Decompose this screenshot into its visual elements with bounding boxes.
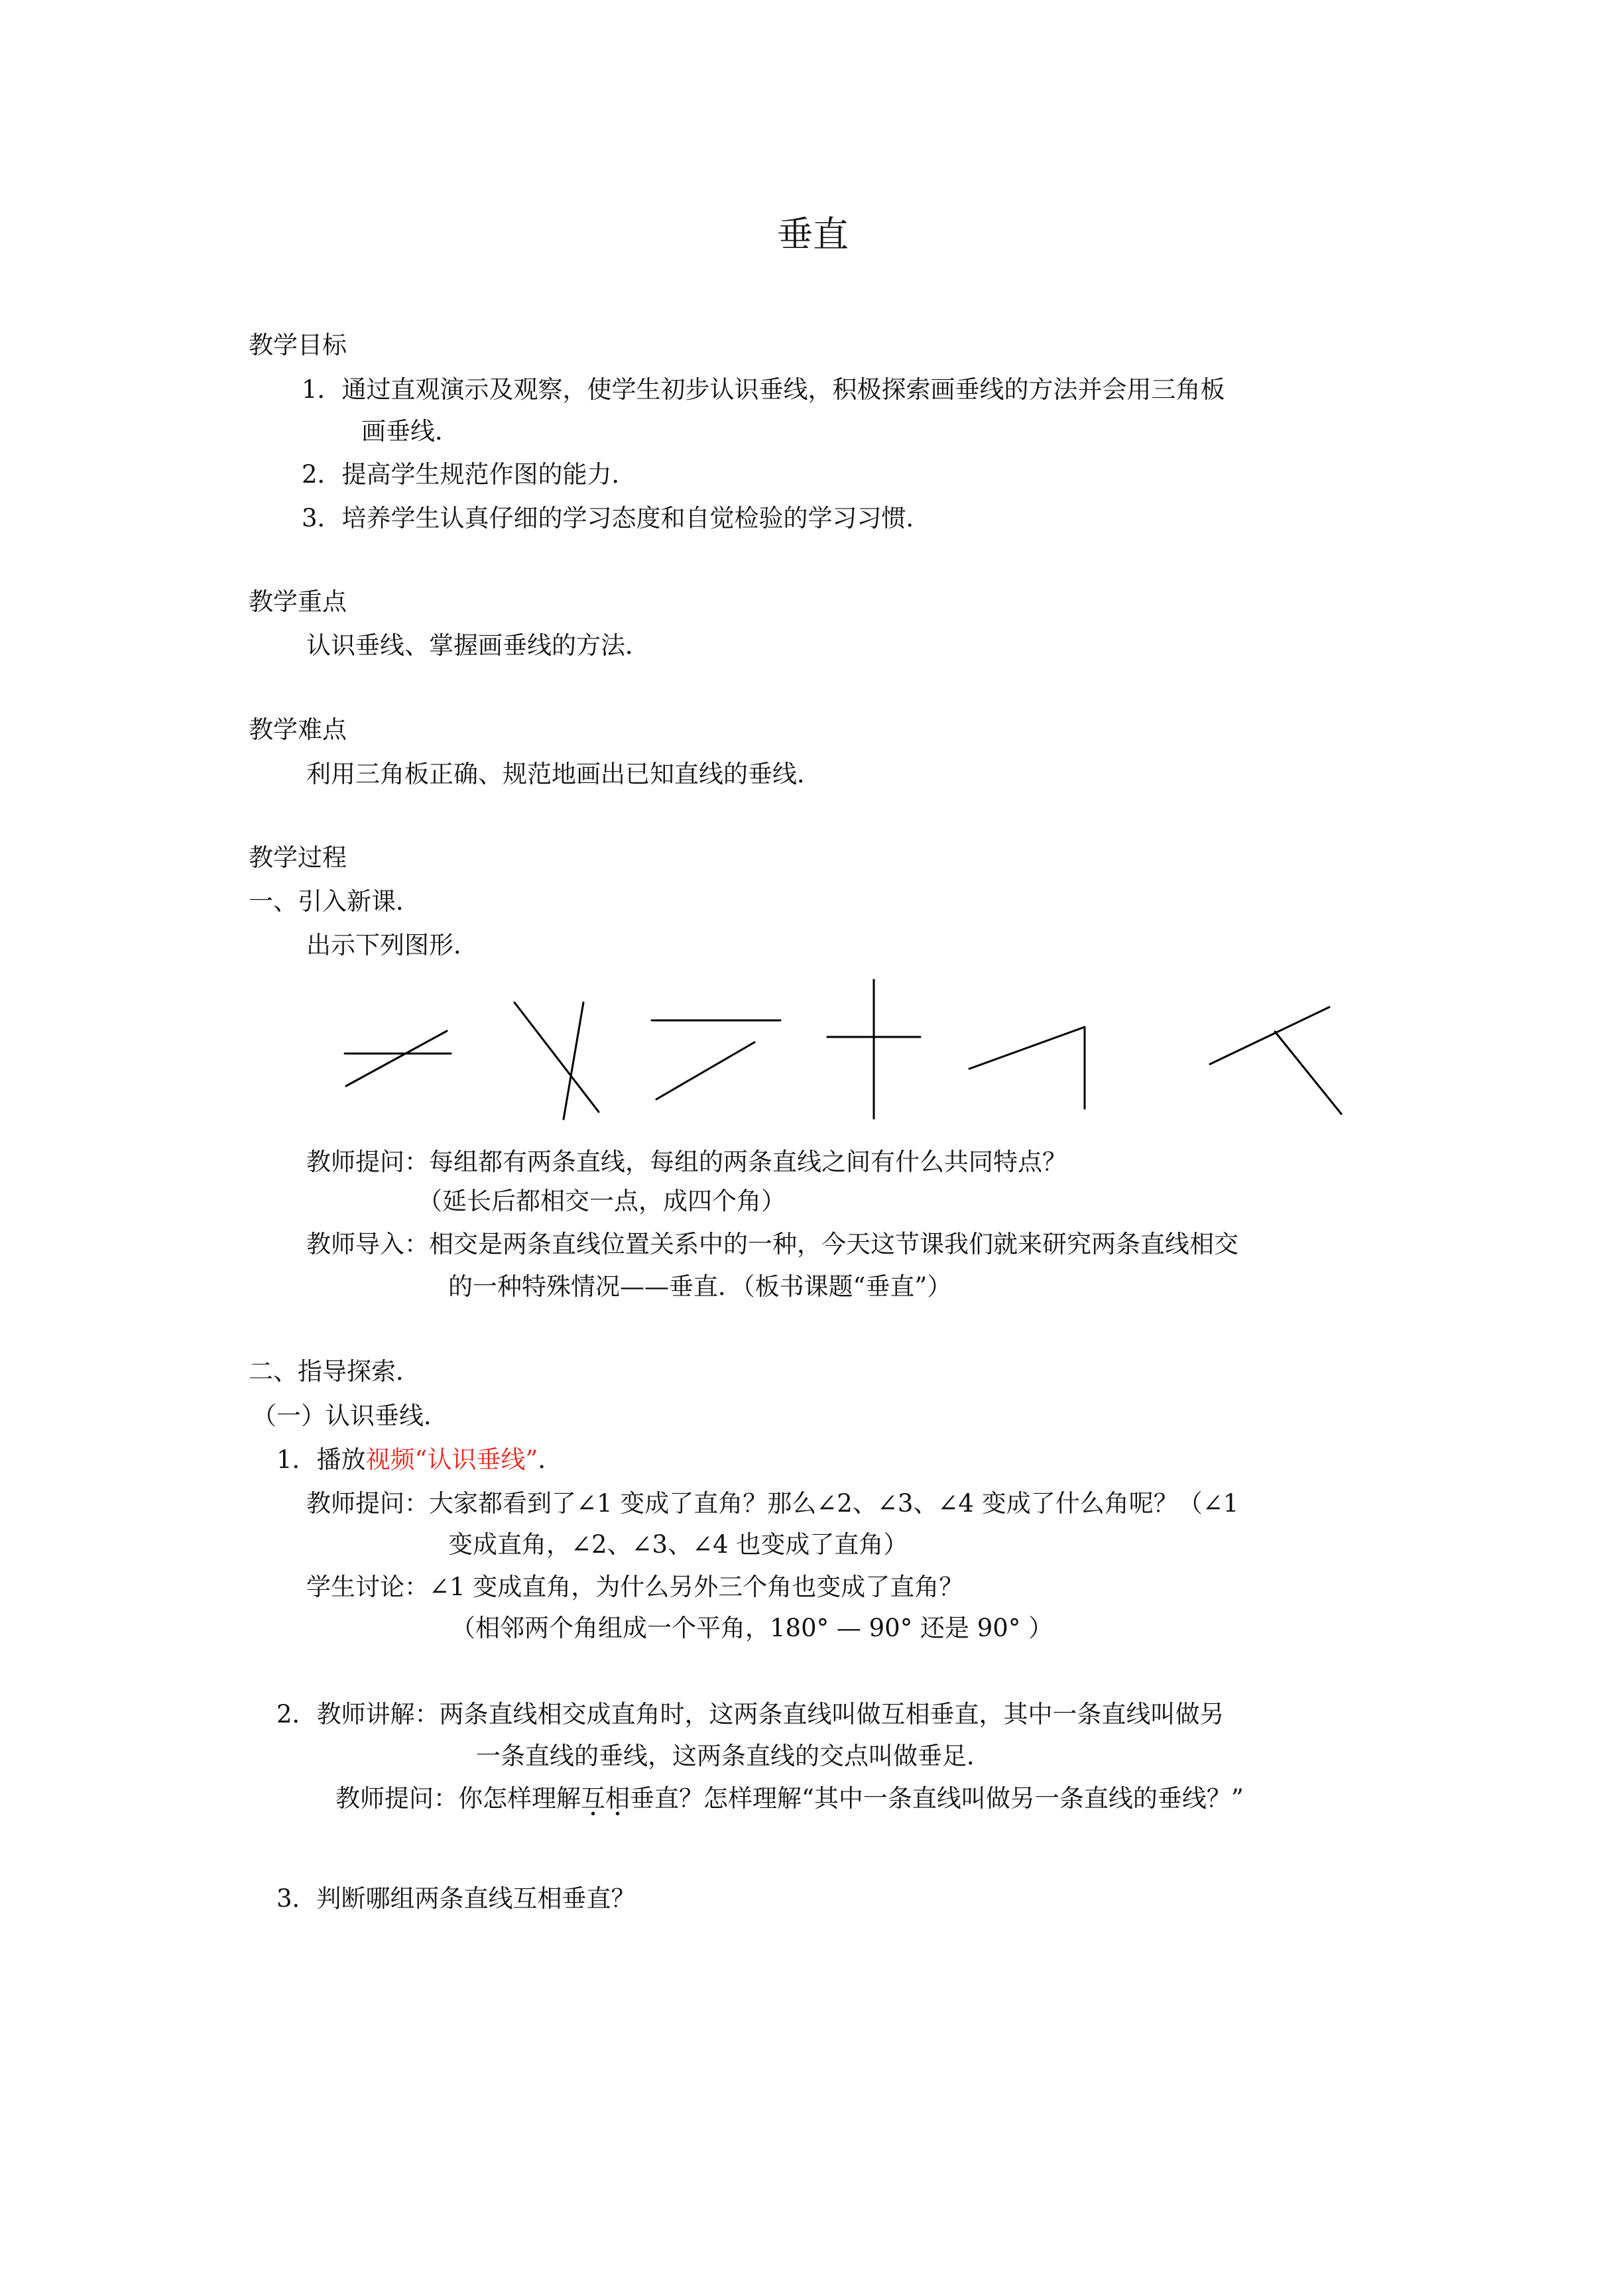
figure-2 [514, 1002, 599, 1119]
part1-show-text: 出示下列图形． [306, 931, 478, 959]
key-points-text: 认识垂线、掌握画垂线的方法． [306, 631, 650, 660]
step2-question: 教师提问：你怎样理解互相垂直？怎样理解“其中一条直线叫做另一条直线的垂线？” [335, 1784, 1244, 1813]
step1-discussion: 学生讨论：∠1 变成直角，为什么另外三个角也变成了直角？ [306, 1573, 964, 1601]
difficulties-heading: 教学难点 [249, 715, 347, 744]
step3-line: 3．判断哪组两条直线互相垂直？ [276, 1884, 636, 1913]
key-points-heading: 教学重点 [249, 587, 347, 616]
figure-6 [1210, 1007, 1341, 1114]
objective-item-1-cont: 画垂线． [361, 417, 459, 446]
teacher-question-label-1: 教师提问：每组都有两条直线，每组的两条直线之间有什么共同特点？ [306, 1148, 1067, 1176]
teacher-question-answer-1: （延长后都相交一点，成四个角） [418, 1187, 786, 1215]
video-link[interactable]: 视频“认识垂线” [365, 1445, 538, 1474]
part2-sub1-heading: （一）认识垂线． [252, 1402, 448, 1430]
teacher-question-text-1: 每组都有两条直线，每组的两条直线之间有什么共同特点？ [429, 1148, 1067, 1176]
step1-discussion-answer: （相邻两个角组成一个平角，180° — 90° 还是 90° ） [451, 1614, 1053, 1642]
objectives-heading: 教学目标 [249, 331, 347, 359]
figure-1 [345, 1031, 451, 1086]
step1-question: 教师提问：大家都看到了∠1 变成了直角？那么∠2、∠3、∠4 变成了什么角呢？（∠1 [306, 1489, 1239, 1518]
intersecting-lines-figures [0, 0, 1623, 1140]
part2-heading: 二、指导探索． [249, 1357, 420, 1386]
objective-item-2: 2．提高学生规范作图的能力． [302, 460, 636, 489]
process-heading: 教学过程 [249, 843, 347, 872]
page-title: 垂直 [777, 213, 849, 255]
step1-question-cont: 变成直角，∠2、∠3、∠4 也变成了直角） [448, 1530, 908, 1559]
objective-item-1: 1．通过直观演示及观察，使学生初步认识垂线，积极探索画垂线的方法并会用三角板 [302, 375, 1225, 404]
teacher-intro-cont: 的一种特殊情况——垂直．（板书课题“垂直”） [448, 1272, 952, 1301]
teacher-intro: 教师导入：相交是两条直线位置关系中的一种，今天这节课我们就来研究两条直线相交 [306, 1230, 1238, 1258]
difficulties-text: 利用三角板正确、规范地画出已知直线的垂线． [306, 760, 821, 788]
figure-4 [827, 980, 920, 1118]
part1-heading: 一、引入新课． [249, 887, 420, 916]
step1-line: 1．播放视频“认识垂线”． [276, 1445, 563, 1474]
figure-5 [969, 1027, 1085, 1109]
figure-3 [652, 1020, 780, 1099]
step2-line-cont: 一条直线的垂线，这两条直线的交点叫做垂足． [476, 1742, 991, 1770]
objective-item-3: 3．培养学生认真仔细的学习态度和自觉检验的学习习惯． [302, 504, 931, 532]
step2-line: 2．教师讲解：两条直线相交成直角时，这两条直线叫做互相垂直，其中一条直线叫做另 [276, 1700, 1225, 1728]
